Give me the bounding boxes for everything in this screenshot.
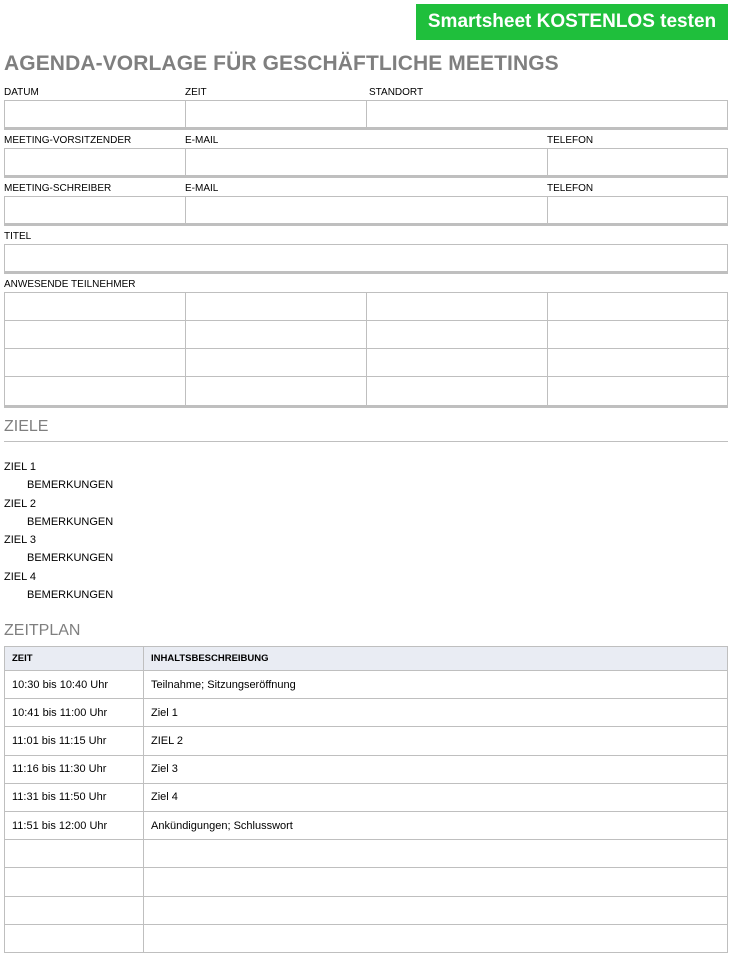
goal-item: ZIEL 1 [4,461,36,473]
attendee-cell[interactable] [5,293,186,321]
try-smartsheet-button[interactable]: Smartsheet KOSTENLOS testen [416,4,728,40]
date-time-location-row [4,86,728,130]
attendee-cell[interactable] [186,321,367,349]
chair-email-field[interactable] [186,149,548,175]
attendee-cell[interactable] [5,321,186,349]
title-label: TITEL [4,231,32,242]
scribe-phone-field[interactable] [548,197,727,223]
attendee-cell[interactable] [367,293,548,321]
time-cell[interactable] [5,896,144,924]
description-cell[interactable]: Teilnahme; Sitzungseröffnung [144,671,728,699]
table-row [5,783,728,811]
date-label: DATUM [4,87,39,98]
title-field[interactable] [5,245,727,271]
goal-notes: BEMERKUNGEN [27,552,114,565]
attendee-cell[interactable] [548,321,729,349]
attendee-cell[interactable] [367,377,548,405]
goal-item: ZIEL 3 [4,534,36,547]
attendees-row [4,278,728,408]
time-cell[interactable]: 11:31 bis 11:50 Uhr [5,783,144,811]
time-label: ZEIT [185,87,207,98]
description-cell[interactable]: Ziel 1 [144,699,728,727]
description-cell[interactable]: ZIEL 2 [144,727,728,755]
time-cell[interactable]: 11:16 bis 11:30 Uhr [5,755,144,783]
time-cell[interactable]: 10:30 bis 10:40 Uhr [5,671,144,699]
attendee-cell[interactable] [186,293,367,321]
table-row [5,671,728,699]
description-column-header: INHALTSBESCHREIBUNG [144,647,728,671]
description-cell[interactable] [144,896,728,924]
chair-field[interactable] [5,149,186,175]
attendee-cell[interactable] [186,349,367,377]
chair-email-label: E-MAIL [185,135,219,146]
attendee-cell[interactable] [548,349,729,377]
goals-heading: ZIELE [4,418,728,442]
goals-list [4,458,113,604]
table-row [5,924,728,952]
schedule-table [4,646,728,953]
time-cell[interactable]: 11:01 bis 11:15 Uhr [5,727,144,755]
description-cell[interactable] [144,840,728,868]
chair-phone-field[interactable] [548,149,727,175]
time-column-header: ZEIT [5,647,144,671]
attendee-cell[interactable] [367,321,548,349]
attendee-cell[interactable] [548,293,729,321]
scribe-label: MEETING-SCHREIBER [4,183,112,194]
time-cell[interactable] [5,840,144,868]
goal-notes: BEMERKUNGEN [27,589,114,602]
attendees-label: ANWESENDE TEILNEHMER [4,279,136,290]
table-row [5,868,728,896]
table-row [5,699,728,727]
location-field[interactable] [367,101,727,127]
attendee-cell[interactable] [5,349,186,377]
description-cell[interactable] [144,868,728,896]
attendee-cell[interactable] [186,377,367,405]
table-row [5,755,728,783]
attendees-grid [4,292,728,408]
chair-row [4,134,728,178]
page-title: AGENDA-VORLAGE FÜR GESCHÄFTLICHE MEETINGS [4,52,559,75]
attendee-cell[interactable] [367,349,548,377]
time-field[interactable] [186,101,367,127]
title-row [4,230,728,274]
description-cell[interactable]: Ziel 3 [144,755,728,783]
description-cell[interactable] [144,924,728,952]
scribe-email-label: E-MAIL [185,183,219,194]
goal-item: ZIEL 4 [4,570,36,583]
table-header-row [5,647,728,671]
table-row [5,727,728,755]
description-cell[interactable]: Ziel 4 [144,783,728,811]
schedule-heading: ZEITPLAN [4,622,81,639]
attendee-cell[interactable] [548,377,729,405]
table-row [5,840,728,868]
location-label: STANDORT [369,87,424,98]
scribe-email-field[interactable] [186,197,548,223]
chair-phone-label: TELEFON [547,135,594,146]
goal-notes: BEMERKUNGEN [27,515,114,528]
goal-item: ZIEL 2 [4,497,36,510]
table-row [5,896,728,924]
table-row [5,811,728,839]
time-cell[interactable]: 11:51 bis 12:00 Uhr [5,811,144,839]
attendee-cell[interactable] [5,377,186,405]
date-field[interactable] [5,101,186,127]
time-cell[interactable] [5,868,144,896]
time-cell[interactable]: 10:41 bis 11:00 Uhr [5,699,144,727]
description-cell[interactable]: Ankündigungen; Schlusswort [144,811,728,839]
scribe-row [4,182,728,226]
time-cell[interactable] [5,924,144,952]
meeting-details-form [4,86,728,408]
chair-label: MEETING-VORSITZENDER [4,135,132,146]
scribe-field[interactable] [5,197,186,223]
goal-notes: BEMERKUNGEN [27,479,114,492]
scribe-phone-label: TELEFON [547,183,594,194]
